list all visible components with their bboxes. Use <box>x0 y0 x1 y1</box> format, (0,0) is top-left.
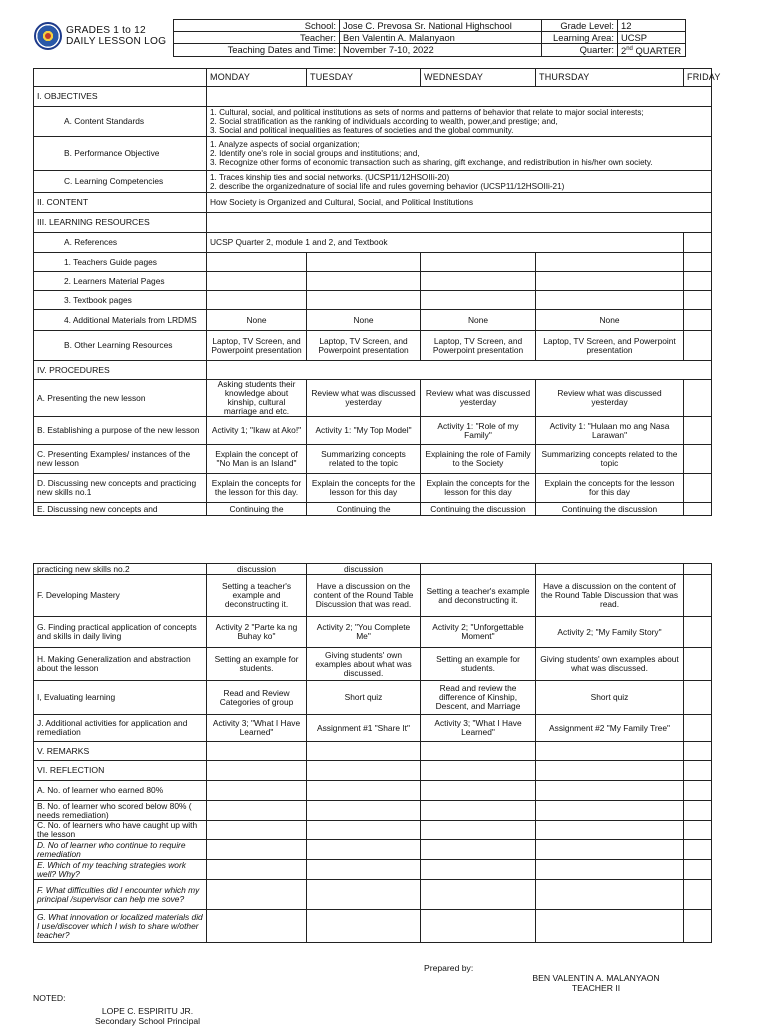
proc-j-thu: Assignment #2 "My Family Tree" <box>536 715 684 742</box>
teacher-name: BEN VALENTIN A. MALANYAON <box>532 973 660 983</box>
proc-g-tue: Activity 2; "You Complete Me" <box>307 617 421 648</box>
references-label: A. References <box>34 233 207 253</box>
reflection-f: F. What difficulties did I encounter which my principal /supervisor can help me sove? <box>34 880 207 910</box>
proc-d-tue: Explain the concepts for the lesson for this day <box>307 474 421 503</box>
content-standards-label: A. Content Standards <box>34 107 207 137</box>
competencies-label: C. Learning Competencies <box>34 171 207 193</box>
proc-g-label: G. Finding practical application of concepts and skills in daily living <box>34 617 207 648</box>
content-title: II. CONTENT <box>34 193 207 213</box>
lrdms-wed: None <box>421 310 536 331</box>
proc-j-wed: Activity 3; "What I Have Learned" <box>421 715 536 742</box>
performance-objective-text: 1. Analyze aspects of social organization; 2. Identify one's role in social groups and institutions; and, 3. Recognize other forms of economic transaction such as sharing, gift exchange, and redistribution in his/her own society. <box>207 137 712 171</box>
proc-d-label: D. Discussing new concepts and practicing new skills no.1 <box>34 474 207 503</box>
competencies-text: 1. Traces kinship ties and social networks. (UCSP11/12HSOIIi-20) 2. describe the organizednature of social life and rules governing behavior (UCSP11/12HSOIIi-21) <box>207 171 712 193</box>
proc-f-mon: Setting a teacher's example and deconstructing it. <box>207 575 307 617</box>
lrdms-tue: None <box>307 310 421 331</box>
reflection-d: D. No of learner who continue to require remediation <box>34 840 207 860</box>
proc-h-fri <box>684 648 712 681</box>
proc-c-fri <box>684 445 712 474</box>
proc-j-mon: Activity 3; "What I Have Learned" <box>207 715 307 742</box>
quarter-value: 2nd QUARTER <box>618 44 686 57</box>
day-tuesday: TUESDAY <box>307 69 421 87</box>
proc-h-thu: Giving students' own examples about what was discussed. <box>536 648 684 681</box>
proc-f-thu: Have a discussion on the content of the Round Table Discussion that was read. <box>536 575 684 617</box>
proc-d-mon: Explain the concepts for the lesson for this day. <box>207 474 307 503</box>
principal-title: Secondary School Principal <box>94 1016 201 1026</box>
deped-seal-icon <box>34 22 62 50</box>
lrdms-thu: None <box>536 310 684 331</box>
proc-c-wed: Explaining the role of Family to the Society <box>421 445 536 474</box>
proc-e2-mon: discussion <box>207 564 307 575</box>
proc-f-fri <box>684 575 712 617</box>
proc-a-wed: Review what was discussed yesterday <box>421 380 536 417</box>
principal-name: LOPE C. ESPIRITU JR. <box>101 1006 194 1016</box>
proc-f-wed: Setting a teacher's example and deconstructing it. <box>421 575 536 617</box>
resources-title: III. LEARNING RESOURCES <box>34 213 207 233</box>
prepared-by-label: Prepared by: <box>424 963 474 973</box>
days-row <box>34 69 712 87</box>
proc-c-tue: Summarizing concepts related to the topic <box>307 445 421 474</box>
teachers-guide-label: 1. Teachers Guide pages <box>34 253 207 272</box>
day-wednesday: WEDNESDAY <box>421 69 536 87</box>
proc-a-fri <box>684 380 712 417</box>
principal-signature <box>80 1006 215 1026</box>
proc-e2-tue: discussion <box>307 564 421 575</box>
proc-i-mon: Read and Review Categories of group <box>207 681 307 715</box>
dates-value: November 7-10, 2022 <box>340 44 542 57</box>
header-table <box>173 19 686 57</box>
objectives-title: I. OBJECTIVES <box>34 87 207 107</box>
other-resources-label: B. Other Learning Resources <box>34 331 207 361</box>
proc-h-label: H. Making Generalization and abstraction about the lesson <box>34 648 207 681</box>
proc-c-mon: Explain the concept of "No Man is an Island" <box>207 445 307 474</box>
other-wed: Laptop, TV Screen, and Powerpoint presentation <box>421 331 536 361</box>
proc-i-tue: Short quiz <box>307 681 421 715</box>
lesson-log-table-2 <box>33 563 712 943</box>
references-text: UCSP Quarter 2, module 1 and 2, and Textbook <box>207 233 684 253</box>
proc-b-label: B. Establishing a purpose of the new lesson <box>34 417 207 445</box>
proc-e-tue: Continuing the <box>307 503 421 516</box>
area-value: UCSP <box>618 32 686 44</box>
content-text: How Society is Organized and Cultural, Social, and Political Institutions <box>207 193 712 213</box>
proc-e-thu: Continuing the discussion <box>536 503 684 516</box>
proc-j-tue: Assignment #1 "Share It" <box>307 715 421 742</box>
proc-e2-thu <box>536 564 684 575</box>
proc-j-fri <box>684 715 712 742</box>
logo-text <box>66 25 166 48</box>
proc-d-fri <box>684 474 712 503</box>
other-fri <box>684 331 712 361</box>
other-tue: Laptop, TV Screen, and Powerpoint presentation <box>307 331 421 361</box>
textbook-pages-label: 3. Textbook pages <box>34 291 207 310</box>
proc-i-fri <box>684 681 712 715</box>
proc-a-mon: Asking students their knowledge about kinship, cultural marriage and etc. <box>207 380 307 417</box>
teacher-title: TEACHER II <box>571 983 621 993</box>
teacher-label: Teacher: <box>174 32 340 44</box>
proc-a-label: A. Presenting the new lesson <box>34 380 207 417</box>
proc-b-mon: Activity 1; "Ikaw at Ako!" <box>207 417 307 445</box>
proc-d-thu: Explain the concepts for the lesson for this day <box>536 474 684 503</box>
proc-i-wed: Read and review the difference of Kinship, Descent, and Marriage <box>421 681 536 715</box>
proc-a-thu: Review what was discussed yesterday <box>536 380 684 417</box>
proc-d-wed: Explain the concepts for the lesson for this day <box>421 474 536 503</box>
proc-j-label: J. Additional activities for application and remediation <box>34 715 207 742</box>
grade-label: Grade Level: <box>542 20 618 32</box>
logo-line2: DAILY LESSON LOG <box>66 36 167 47</box>
proc-e-mon: Continuing the <box>207 503 307 516</box>
content-standards-text: 1. Cultural, social, and political institutions as sets of norms and patterns of behavior that relate to major social interests; 2. Social stratification as the ranking of individuals according to wealth, power,and prestige; and, 3. Social and political inequalities as features of societies and the global community. <box>207 107 712 137</box>
other-mon: Laptop, TV Screen, and Powerpoint presentation <box>207 331 307 361</box>
proc-b-fri <box>684 417 712 445</box>
proc-g-wed: Activity 2; "Unforgettable Moment" <box>421 617 536 648</box>
grade-value: 12 <box>618 20 686 32</box>
proc-e2-label: practicing new skills no.2 <box>34 564 207 575</box>
proc-i-label: I, Evaluating learning <box>34 681 207 715</box>
performance-objective-label: B. Performance Objective <box>34 137 207 171</box>
learners-material-label: 2. Learners Material Pages <box>34 272 207 291</box>
corner-cell <box>34 69 207 87</box>
proc-a-tue: Review what was discussed yesterday <box>307 380 421 417</box>
proc-b-tue: Activity 1: "My Top Model" <box>307 417 421 445</box>
proc-g-thu: Activity 2; "My Family Story" <box>536 617 684 648</box>
proc-b-wed: Activity 1: "Role of my Family" <box>421 417 536 445</box>
lesson-log-table-1 <box>33 68 721 516</box>
logo-line1: GRADES 1 to 12 <box>66 24 146 36</box>
reflection-e: E. Which of my teaching strategies work well? Why? <box>34 860 207 880</box>
proc-c-label: C. Presenting Examples/ instances of the new lesson <box>34 445 207 474</box>
day-friday: FRIDAY <box>684 69 712 87</box>
teacher-signature <box>480 973 712 993</box>
proc-i-thu: Short quiz <box>536 681 684 715</box>
proc-f-label: F. Developing Mastery <box>34 575 207 617</box>
reflection-a: A. No. of learner who earned 80% <box>34 781 207 801</box>
proc-h-mon: Setting an example for students. <box>207 648 307 681</box>
proc-e2-wed <box>421 564 536 575</box>
area-label: Learning Area: <box>542 32 618 44</box>
school-value: Jose C. Prevosa Sr. National Highschool <box>340 20 542 32</box>
lrdms-fri <box>684 310 712 331</box>
proc-h-tue: Giving students' own examples about what was discussed. <box>307 648 421 681</box>
reflection-title: VI. REFLECTION <box>34 761 207 781</box>
day-monday: MONDAY <box>207 69 307 87</box>
proc-e2-fri <box>684 564 712 575</box>
reflection-g: G. What innovation or localized materials did I use/discover which I wish to share w/other teacher? <box>34 910 207 943</box>
dates-label: Teaching Dates and Time: <box>174 44 340 57</box>
day-thursday: THURSDAY <box>536 69 684 87</box>
lrdms-label: 4. Additional Materials from LRDMS <box>34 310 207 331</box>
proc-b-thu: Activity 1: "Hulaan mo ang Nasa Larawan" <box>536 417 684 445</box>
proc-f-tue: Have a discussion on the content of the Round Table Discussion that was read. <box>307 575 421 617</box>
proc-e-wed: Continuing the discussion <box>421 503 536 516</box>
lrdms-mon: None <box>207 310 307 331</box>
proc-g-mon: Activity 2 "Parte ka ng Buhay ko" <box>207 617 307 648</box>
school-label: School: <box>174 20 340 32</box>
remarks-title: V. REMARKS <box>34 742 207 761</box>
teacher-value: Ben Valentin A. Malanyaon <box>340 32 542 44</box>
proc-h-wed: Setting an example for students. <box>421 648 536 681</box>
proc-c-thu: Summarizing concepts related to the topic <box>536 445 684 474</box>
proc-g-fri <box>684 617 712 648</box>
proc-e-fri <box>684 503 712 516</box>
reflection-c: C. No. of learners who have caught up with the lesson <box>34 821 207 840</box>
proc-e-label: E. Discussing new concepts and <box>34 503 207 516</box>
other-thu: Laptop, TV Screen, and Powerpoint presentation <box>536 331 684 361</box>
reflection-b: B. No. of learner who scored below 80% ( needs remediation) <box>34 801 207 821</box>
procedures-title: IV. PROCEDURES <box>34 361 207 380</box>
noted-label: NOTED: <box>33 993 66 1003</box>
quarter-label: Quarter: <box>542 44 618 57</box>
